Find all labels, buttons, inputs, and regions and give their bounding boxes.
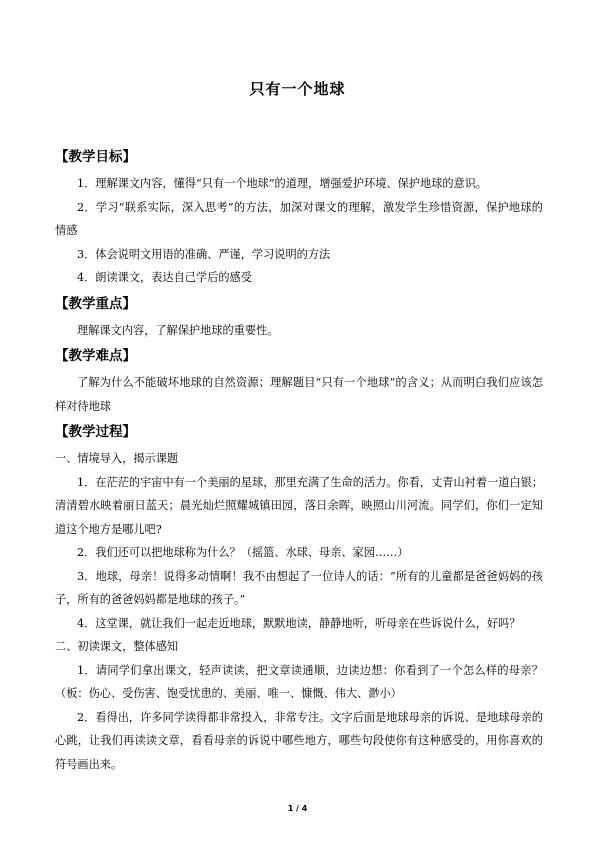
key-points-text: 理解课文内容，了解保护地球的重要性。	[77, 323, 279, 337]
difficulties-text: 了解为什么不能破坏地球的自然资源；理解题目“只有一个地球”的含义；从而明白我们应该怎样对待地球	[55, 376, 543, 413]
process-part1-item-3: 3．地球，母亲！说得多动情啊！我不由想起了一位诗人的话：“所有的儿童都是爸爸妈妈的孩子，所有的爸爸妈妈都是地球的孩子。”	[55, 569, 543, 606]
process-part2-item-2: 2．看得出，许多同学读得都非常投入，非常专注。文字后面是地球母亲的诉说、是地球母亲的心跳，让我们再读读文章，看看母亲的诉说中哪些地方，哪些句段使你有这种感受的，用你喜欢的符号画出来。	[55, 710, 543, 771]
process-part1-item-1: 1．在茫茫的宇宙中有一个美丽的星球，那里充满了生命的活力。你看，丈青山衬着一道白银；清清碧水映着丽日蓝天；晨光灿烂照耀城镇田园，落日余晖，映照山川河流。同学们，你们一定知道这个地方是哪儿吧?	[55, 475, 543, 536]
process-part2-item-1: 1．请同学们拿出课文，轻声读读，把文章读通顺，边读边想：你看到了一个怎么样的母亲？（板：伤心、受伤害、饱受忧患的、美丽、唯一、慷慨、伟大、渺小）	[55, 663, 543, 700]
goal-item-2: 2．学习“联系实际，深入思考”的方法，加深对课文的理解，激发学生珍惜资源，保护地球的情感	[55, 200, 543, 237]
process-part1-item-2: 2．我们还可以把地球称为什么？（摇篮、水球、母亲、家园……）	[77, 546, 409, 559]
goal-item-1: 1．理解课文内容，懂得“只有一个地球”的道理，增强爱护环境、保护地球的意识。	[77, 177, 488, 190]
document-body	[55, 143, 543, 776]
process-part2-title: 二、初读课文，整体感知	[55, 640, 179, 653]
document-title: 只有一个地球	[249, 80, 346, 98]
section-heading-goals: 【教学目标】	[55, 149, 136, 165]
process-part1-title: 一、情境导入，揭示课题	[55, 452, 179, 465]
section-heading-process: 【教学过程】	[55, 424, 136, 440]
goal-item-4: 4．朗读课文，表达自己学后的感受	[77, 271, 252, 284]
section-heading-difficulties: 【教学难点】	[55, 348, 136, 364]
section-heading-key-points: 【教学重点】	[55, 295, 136, 312]
goal-item-3: 3．体会说明文用语的准确、严谨，学习说明的方法	[77, 247, 331, 261]
page-number: 1 / 4	[287, 804, 308, 813]
process-part1-item-4: 4．这堂课，就让我们一起走近地球，默默地读，静静地听，听母亲在些诉说什么，好吗？	[77, 616, 521, 630]
